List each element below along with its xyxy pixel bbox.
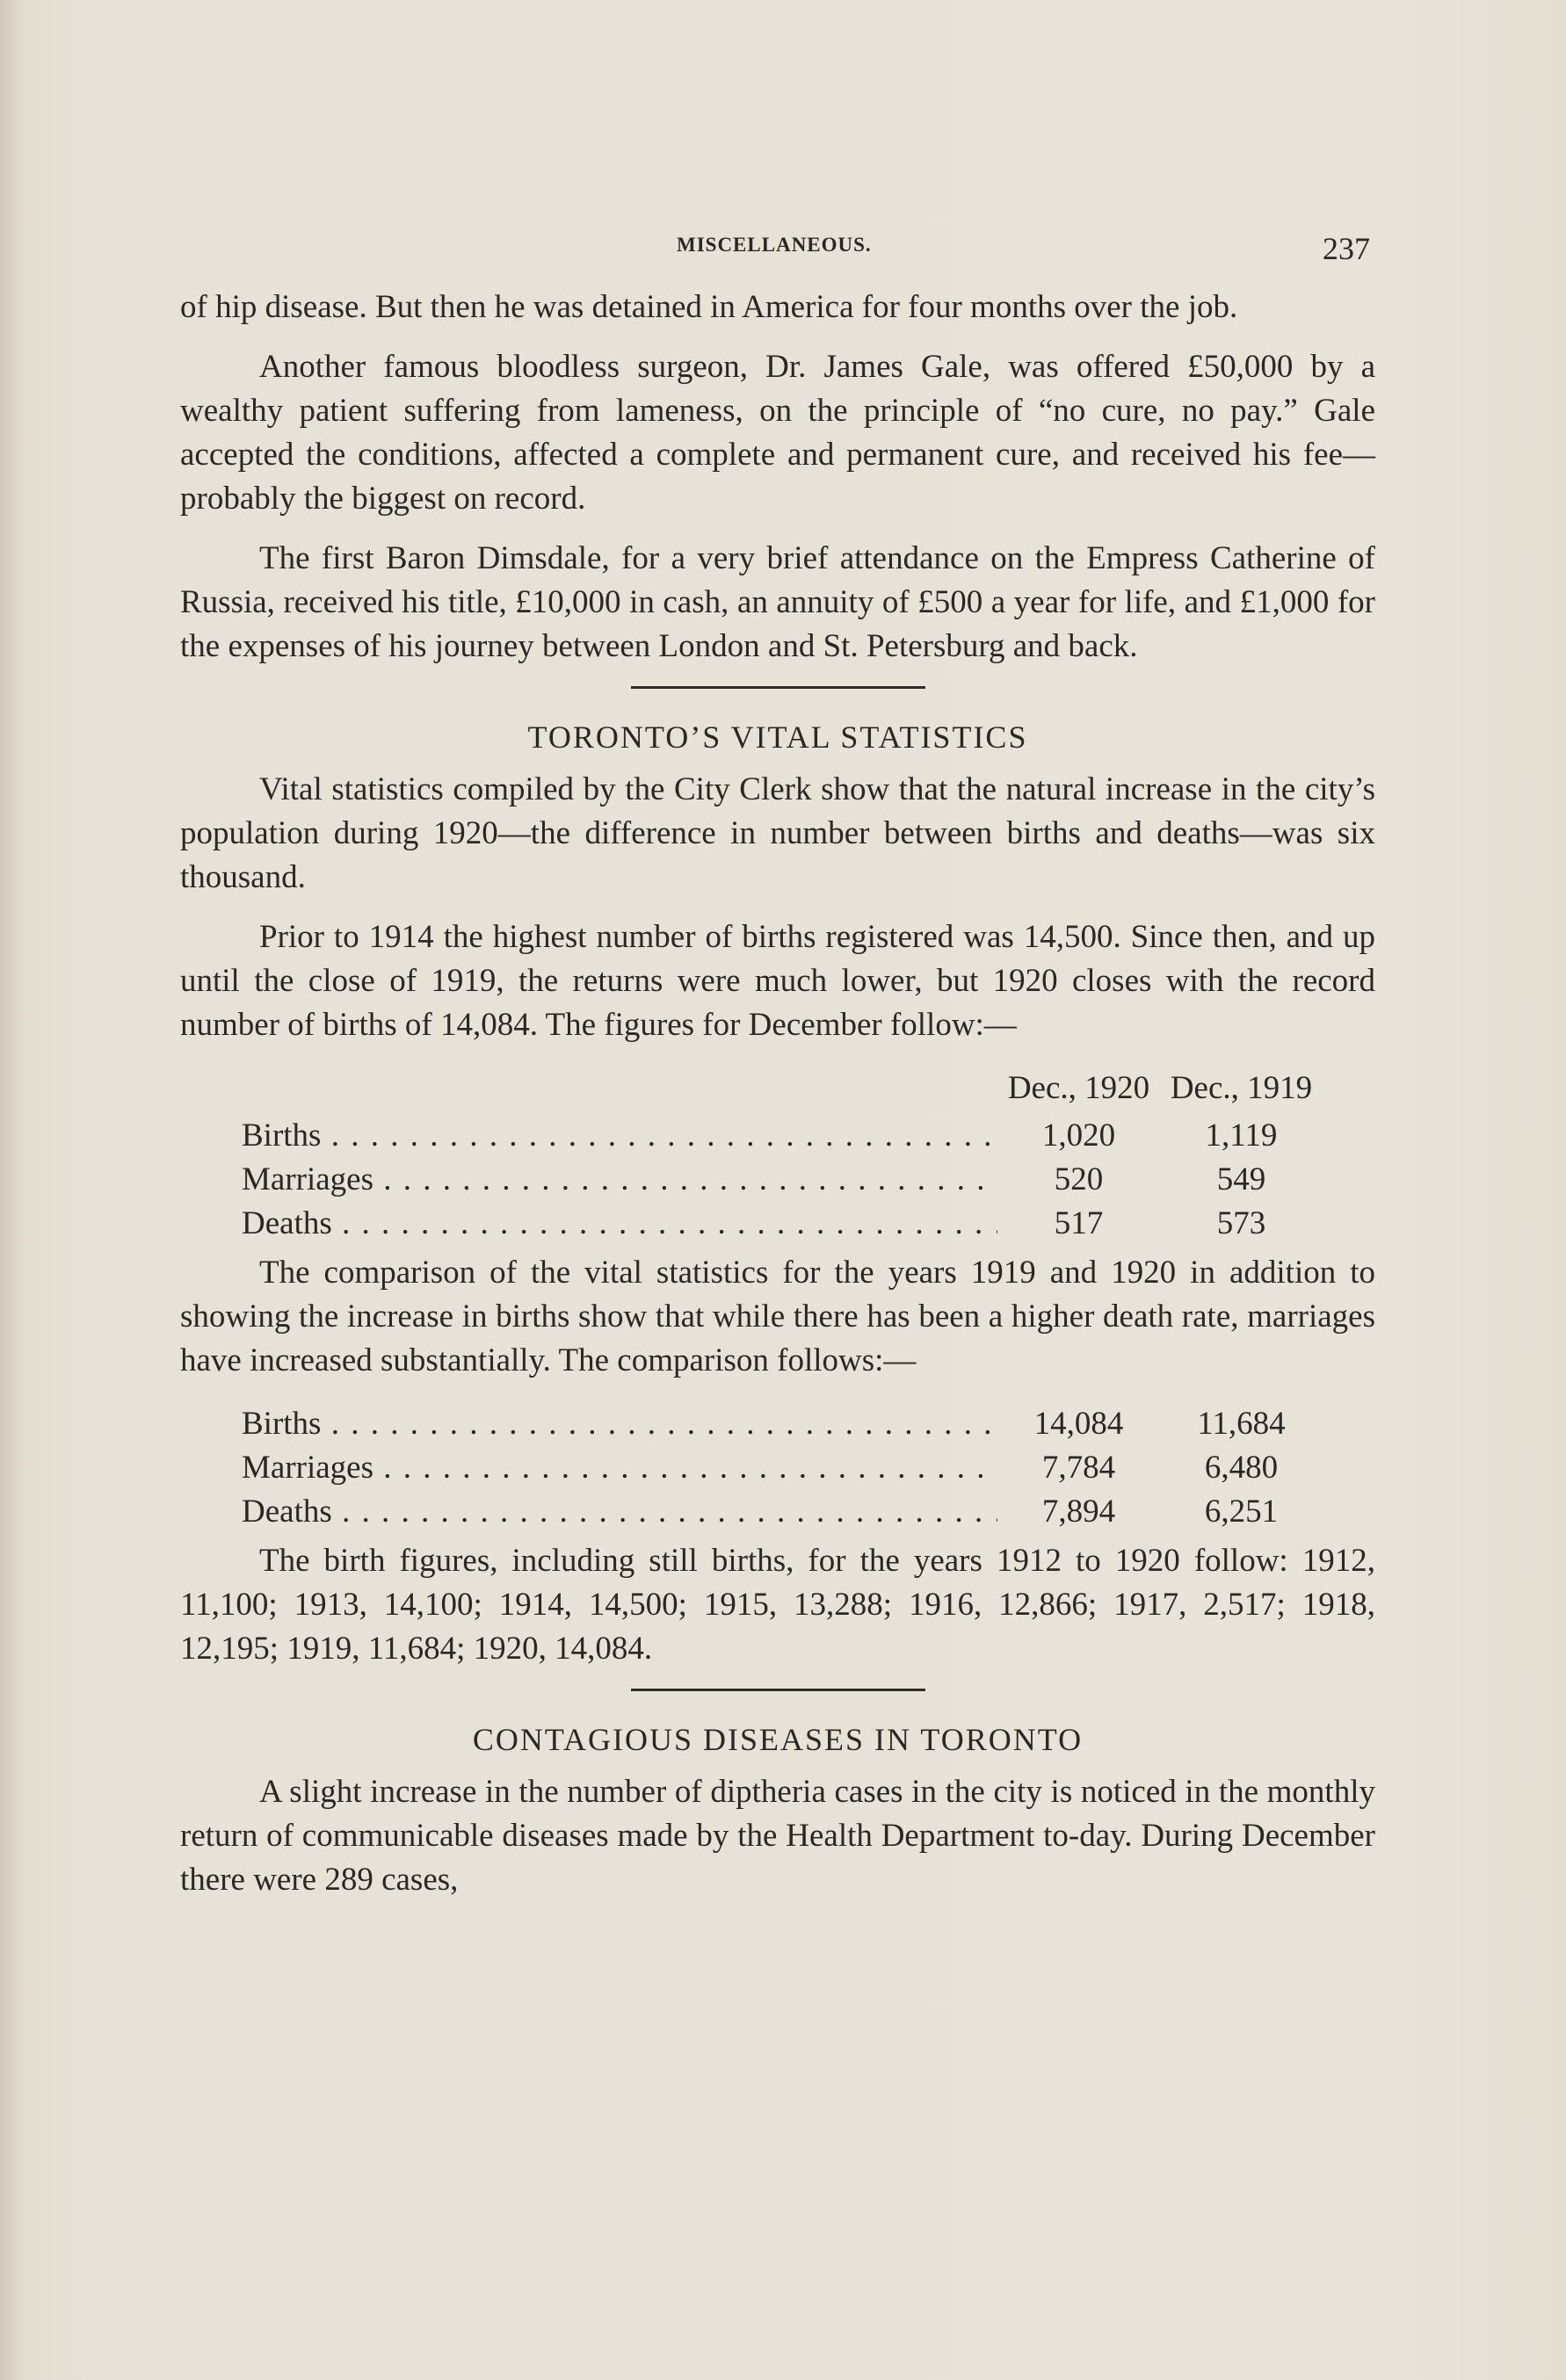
cell-value: 520 <box>1054 1161 1104 1197</box>
row-label: Deaths . . . <box>242 1202 997 1246</box>
running-head: MISCELLANEOUS. <box>677 234 872 256</box>
page-header <box>0 230 1566 274</box>
page-number: 237 <box>1323 231 1370 266</box>
table-row <box>242 1158 1323 1202</box>
cell-value: 573 <box>1216 1205 1266 1241</box>
paragraph-comparison: The comparison of the vital statistics for the years 1919 and 1920 in addition to showing the increase in births show that while there has been a higher death rate, marriages have increased substantially. The comparison follows:— <box>180 1255 1375 1378</box>
table-row <box>242 1202 1323 1246</box>
table-row <box>242 1114 1323 1158</box>
december-stats-table <box>242 1067 1323 1246</box>
paragraph-birth-figures: The birth figures, including still births, for the years 1912 to 1920 follow: 1912, 11,100; 1913, 14,100; 1914, 14,500; 1915, 13,288; 1916, 12,866; 1917, 2,517; 1918, 12,195; 1919, 11,684; 1920, 14,084. <box>180 1543 1375 1667</box>
table-row <box>242 1446 1323 1490</box>
paragraph-natural-increase: Vital statistics compiled by the City Clerk show that the natural increase in the city’s population during 1920—the difference in number between births and deaths—was six thousand. <box>180 771 1375 895</box>
cell-value: 517 <box>1054 1205 1104 1241</box>
section-divider <box>631 686 925 689</box>
column-header: Dec., 1920 <box>1007 1070 1150 1106</box>
column-header: Dec., 1919 <box>1170 1070 1313 1106</box>
section-heading-contagious-diseases: CONTAGIOUS DISEASES IN TORONTO <box>472 1722 1084 1757</box>
paragraph-continuation: of hip disease. But then he was detained in America for four months over the job. <box>180 289 1238 325</box>
section-heading-vital-statistics: TORONTO’S VITAL STATISTICS <box>527 720 1028 755</box>
cell-value: 7,784 <box>1041 1450 1116 1486</box>
paragraph-gale: Another famous bloodless surgeon, Dr. James Gale, was offered £50,000 by a wealthy patient suffering from lameness, on the principle of “no cure, no pay.” Gale accepted the conditions, affected a complete and permanent cure, and received his fee—probably the biggest on record. <box>180 349 1375 517</box>
cell-value: 14,084 <box>1033 1406 1124 1442</box>
row-label: Deaths . . . <box>242 1490 997 1534</box>
paragraph-diptheria: A slight increase in the number of diptheria cases in the city is noticed in the monthly return of communicable diseases made by the Health Department to-day. During December there were 289 cases, <box>180 1774 1375 1898</box>
paragraph-births-record: Prior to 1914 the highest number of births registered was 14,500. Since then, and up until the close of 1919, the returns were much lower, but 1920 closes with the record number of births of 14,084. The figures for December follow:— <box>180 919 1375 1043</box>
section-divider <box>631 1689 925 1691</box>
cell-value: 1,020 <box>1041 1118 1116 1154</box>
page-body <box>180 286 1375 1918</box>
table-row <box>242 1490 1323 1534</box>
row-label: Marriages . . . <box>242 1158 997 1202</box>
paragraph-dimsdale: The first Baron Dimsdale, for a very brief attendance on the Empress Catherine of Russia, received his title, £10,000 in cash, an annuity of £500 a year for life, and £1,000 for the expenses of his journey between London and St. Petersburg and back. <box>180 540 1375 664</box>
cell-value: 6,480 <box>1204 1450 1279 1486</box>
cell-value: 7,894 <box>1041 1494 1116 1530</box>
row-label: Births . . . <box>242 1114 997 1158</box>
table-header-row <box>242 1067 1323 1114</box>
cell-value: 6,251 <box>1204 1494 1279 1530</box>
row-label: Births . . . <box>242 1402 997 1446</box>
row-label: Marriages . . . <box>242 1446 997 1490</box>
cell-value: 11,684 <box>1197 1406 1286 1442</box>
annual-comparison-table <box>242 1402 1323 1534</box>
cell-value: 549 <box>1216 1161 1266 1197</box>
table-row <box>242 1402 1323 1446</box>
cell-value: 1,119 <box>1205 1118 1278 1154</box>
